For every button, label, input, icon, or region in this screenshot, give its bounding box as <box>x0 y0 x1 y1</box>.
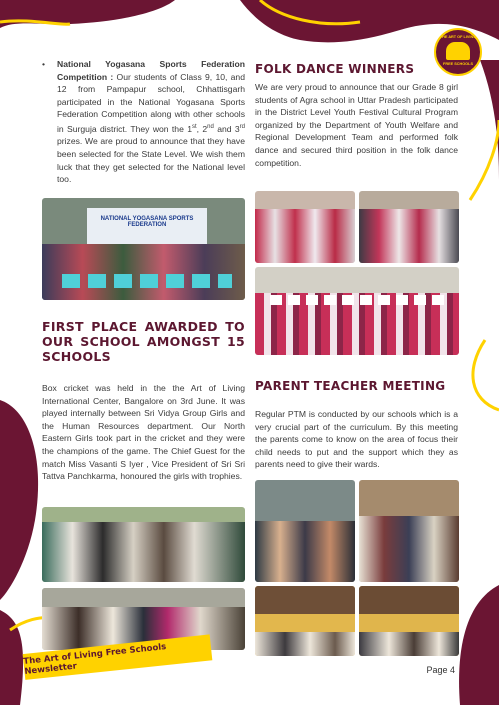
folk-photo-1 <box>255 191 355 263</box>
ptm-photo-4 <box>359 586 459 656</box>
folk-photo-3 <box>255 267 459 355</box>
yogasana-photo-banner: NATIONAL YOGASANA SPORTS FEDERATION <box>100 216 194 228</box>
yogasana-title: National Yogasana Sports Federation Competition : <box>57 59 245 82</box>
left-column <box>42 58 245 186</box>
ptm-body: Regular PTM is conducted by our schools which is a very crucial part of the curriculum. By this meeting the parents come to know on the area of focus their child needs to put and the support which they as parents need to give their wards. <box>255 409 458 470</box>
ptm-photo-2 <box>359 480 459 582</box>
page-number: Page 4 <box>426 665 455 675</box>
bullet-icon: • <box>42 59 46 69</box>
folk-photo-2 <box>359 191 459 263</box>
folk-heading: FOLK DANCE WINNERS <box>255 62 415 76</box>
logo-bottom-text: FREE SCHOOLS <box>443 62 473 66</box>
logo-top-text: THE ART OF LIVING <box>439 35 477 39</box>
logo-figures <box>446 42 470 60</box>
yogasana-bullet: • National Yogasana Sports Federation Competition : Our students of Class 9, 10, and 12 from Pampapur school, Chhattisgarh participated in the National Yogasana Sports Federation Competition along with other schools in Surguja district. They won the 1st, 2nd and 3rd prizes. We are proud to announce that they have been selected for the State Level. We wish them luck that they get selected for the National level too. <box>42 59 245 185</box>
cricket-photo-1 <box>42 507 245 582</box>
newsletter-banner: The Art of Living Free Schools Newsletter <box>23 634 213 680</box>
folk-body: We are very proud to announce that our Grade 8 girl students of Agra school in Uttar Pradesh participated in the District Level Youth Festival Cultural Program organized by the Department of Youth Welfare and Regional Development Team and performed folk dance and secured third position in the folk dance competition. <box>255 82 458 168</box>
yogasana-photo <box>42 198 245 300</box>
cricket-body: Box cricket was held in the the Art of Living International Center, Bangalore on 3rd June. It was played internally between Sri Vidya Group Girls and the Human Resources department. Our North Eastern Girls took part in the cricket and they were the champions of the game. The Chief Guest for the match Miss Vasanti S Iyer , Vice President of Sri Sri Tattva Panchkarma, honoured the girls with trophies. <box>42 383 245 482</box>
ptm-heading: PARENT TEACHER MEETING <box>255 379 446 393</box>
cricket-heading: FIRST PLACE AWARDED TO OUR SCHOOL AMONGST 15 SCHOOLS <box>42 319 245 364</box>
ptm-photo-1 <box>255 480 355 582</box>
ptm-photo-3 <box>255 586 355 656</box>
